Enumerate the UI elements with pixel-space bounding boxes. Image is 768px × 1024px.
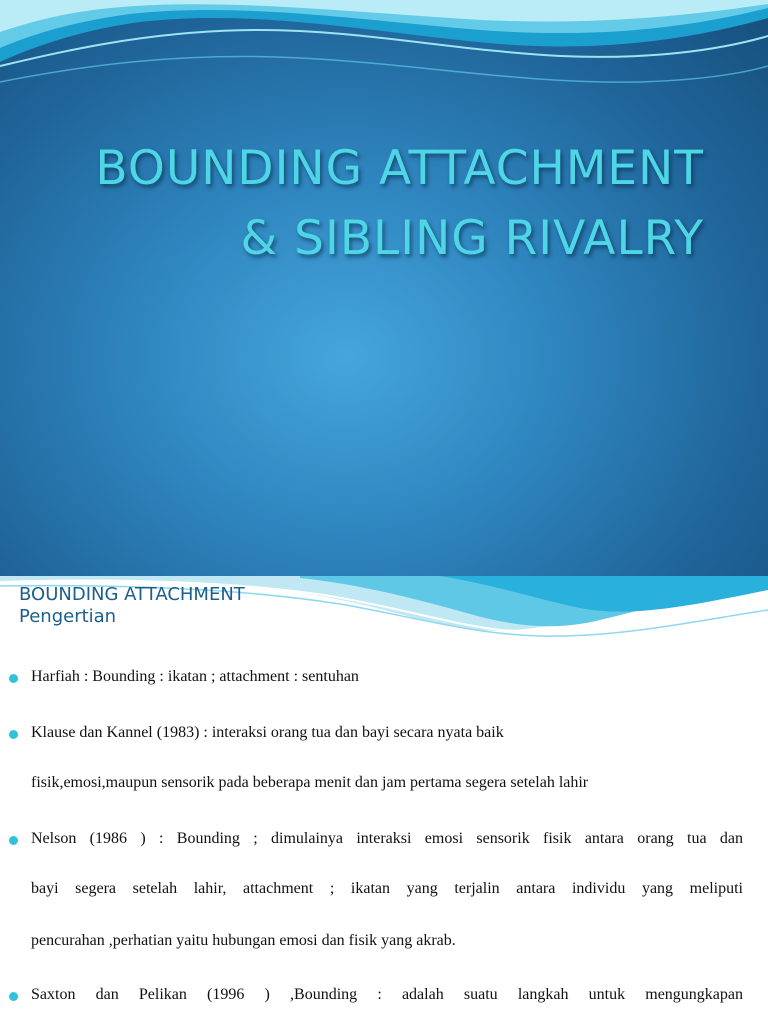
list-item-continuation bbox=[31, 932, 743, 950]
list-item bbox=[31, 724, 743, 742]
section-heading bbox=[19, 584, 245, 628]
bullet-dot-icon bbox=[9, 730, 18, 739]
list-item-text: fisik,emosi,maupun sensorik pada beberapa menit dan jam pertama segera setelah lahir bbox=[31, 774, 589, 791]
list-item-continuation bbox=[31, 774, 743, 792]
wave-decoration bbox=[0, 0, 768, 110]
list-item-text: Nelson (1986 ) : Bounding ; dimulainya interaksi emosi sensorik fisik antara orang tua dan bbox=[31, 830, 743, 847]
list-item bbox=[31, 830, 743, 848]
slide-title-line-2: & SIBLING RIVALRY bbox=[240, 211, 704, 266]
bullet-dot-icon bbox=[9, 836, 18, 845]
list-item-continuation bbox=[31, 880, 743, 898]
slide-title-line-1: BOUNDING ATTACHMENT bbox=[95, 141, 704, 196]
list-item-text: Saxton dan Pelikan (1996 ) ,Bounding : adalah suatu langkah untuk mengungkapan bbox=[31, 986, 743, 1003]
list-item-text: Klause dan Kannel (1983) : interaksi orang tua dan bayi secara nyata baik bbox=[31, 724, 504, 741]
list-item bbox=[31, 668, 743, 686]
content-slide bbox=[0, 576, 768, 1024]
slide-title bbox=[40, 134, 704, 274]
section-heading-title: BOUNDING ATTACHMENT bbox=[19, 584, 245, 605]
section-heading-subtitle: Pengertian bbox=[19, 606, 117, 627]
list-item-text: pencurahan ,perhatian yaitu hubungan emosi dan fisik yang akrab. bbox=[31, 932, 456, 949]
list-item bbox=[31, 986, 743, 1004]
list-item-text: bayi segera setelah lahir, attachment ; ikatan yang terjalin antara individu yang meliputi bbox=[31, 880, 743, 897]
list-item-text: Harfiah : Bounding : ikatan ; attachment : sentuhan bbox=[31, 668, 359, 685]
bullet-dot-icon bbox=[9, 992, 18, 1001]
bullet-dot-icon bbox=[9, 674, 18, 683]
